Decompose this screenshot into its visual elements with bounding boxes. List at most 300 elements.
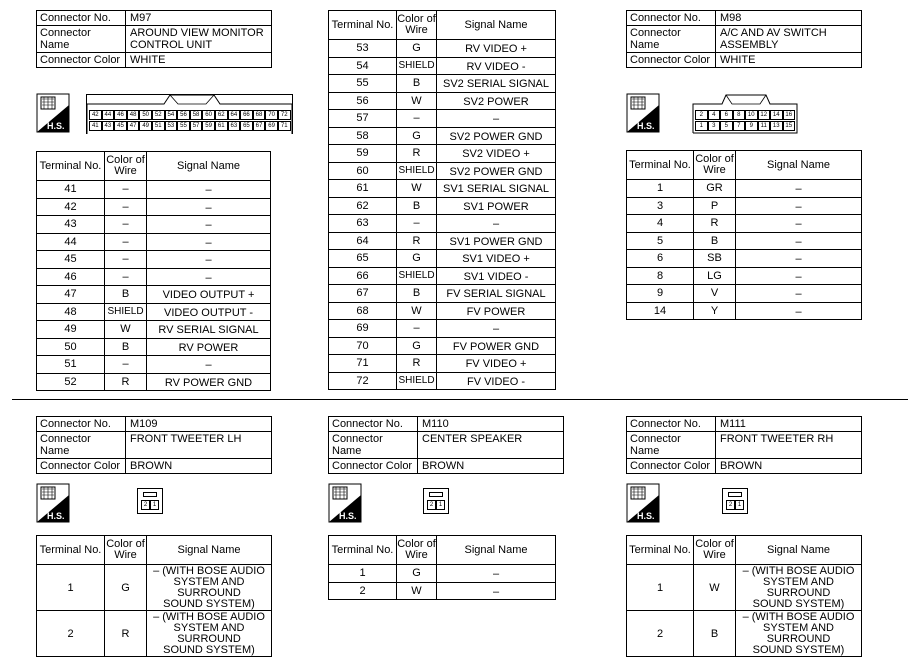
wire-color-cell: SB bbox=[694, 250, 736, 268]
wire-color-cell: – bbox=[105, 233, 147, 251]
signal-name-cell: – bbox=[437, 320, 556, 338]
signal-name-cell: FV VIDEO + bbox=[437, 355, 556, 373]
m109-terminal-table bbox=[36, 535, 272, 657]
connector-pin: 44 bbox=[102, 110, 115, 120]
svg-text:H.S.: H.S. bbox=[339, 511, 357, 521]
signal-name-cell: SV2 SERIAL SIGNAL bbox=[437, 75, 556, 93]
signal-name-cell: – bbox=[147, 268, 271, 286]
color-of-wire-header: Color of Wire bbox=[105, 536, 147, 565]
connector-pin: 43 bbox=[102, 121, 115, 131]
table-row bbox=[329, 215, 556, 233]
table-row bbox=[329, 180, 556, 198]
terminal-no-cell: 69 bbox=[329, 320, 397, 338]
connector-no-value: M97 bbox=[126, 11, 272, 26]
terminal-no-cell: 45 bbox=[37, 251, 105, 269]
connector-pin: 4 bbox=[708, 110, 721, 120]
signal-name-cell: – bbox=[736, 285, 862, 303]
connector-pin: 61 bbox=[215, 121, 228, 131]
connector-pin: 62 bbox=[215, 110, 228, 120]
table-row bbox=[329, 57, 556, 75]
table-row bbox=[329, 285, 556, 303]
connector-pin: 63 bbox=[228, 121, 241, 131]
table-row bbox=[37, 565, 272, 611]
connector-color-label: Connector Color bbox=[627, 459, 716, 474]
connector-pin: 45 bbox=[114, 121, 127, 131]
terminal-no-cell: 52 bbox=[37, 373, 105, 391]
connector-pin: 15 bbox=[783, 121, 796, 131]
m110-connector-diagram bbox=[423, 488, 449, 514]
connector-pin: 12 bbox=[758, 110, 771, 120]
table-row bbox=[627, 267, 862, 285]
connector-color-label: Connector Color bbox=[627, 53, 716, 68]
connector-pin: 60 bbox=[202, 110, 215, 120]
connector-pin: 54 bbox=[165, 110, 178, 120]
connector-pin: 46 bbox=[114, 110, 127, 120]
connector-color-value: BROWN bbox=[716, 459, 862, 474]
terminal-no-cell: 42 bbox=[37, 198, 105, 216]
connector-name-value: FRONT TWEETER LH bbox=[126, 432, 272, 459]
terminal-no-cell: 49 bbox=[37, 321, 105, 339]
connector-pin: 3 bbox=[708, 121, 721, 131]
terminal-no-cell: 9 bbox=[627, 285, 694, 303]
table-row bbox=[329, 355, 556, 373]
table-row bbox=[627, 250, 862, 268]
terminal-no-header: Terminal No. bbox=[37, 536, 105, 565]
svg-text:H.S.: H.S. bbox=[637, 121, 655, 131]
wire-color-cell: G bbox=[397, 250, 437, 268]
connector-pin: 67 bbox=[253, 121, 266, 131]
terminal-no-cell: 2 bbox=[627, 611, 694, 657]
table-row bbox=[627, 197, 862, 215]
wire-color-cell: – bbox=[397, 320, 437, 338]
signal-name-cell: – bbox=[437, 565, 556, 583]
connector-pin: 16 bbox=[783, 110, 796, 120]
connector-name-label: Connector Name bbox=[37, 432, 126, 459]
wire-color-cell: W bbox=[397, 582, 437, 600]
signal-name-cell: FV VIDEO - bbox=[437, 372, 556, 390]
wire-color-cell: – bbox=[397, 215, 437, 233]
connector-name-value: AROUND VIEW MONITOR CONTROL UNIT bbox=[126, 26, 272, 53]
terminal-no-cell: 55 bbox=[329, 75, 397, 93]
m98-pin-grid bbox=[695, 110, 797, 131]
hs-harness-side-icon bbox=[328, 483, 362, 523]
wire-color-cell: LG bbox=[694, 267, 736, 285]
connector-pin: 2 bbox=[427, 500, 436, 510]
m98-info-table bbox=[626, 10, 862, 68]
terminal-no-cell: 63 bbox=[329, 215, 397, 233]
signal-name-cell: – bbox=[736, 180, 862, 198]
table-row bbox=[37, 303, 271, 321]
terminal-no-cell: 72 bbox=[329, 372, 397, 390]
wire-color-cell: P bbox=[694, 197, 736, 215]
connector-pin: 7 bbox=[733, 121, 746, 131]
connector-pin: 53 bbox=[165, 121, 178, 131]
wire-color-cell: SHIELD bbox=[397, 372, 437, 390]
signal-name-cell: – bbox=[437, 582, 556, 600]
connector-name-value: CENTER SPEAKER bbox=[418, 432, 564, 459]
signal-name-cell: RV POWER bbox=[147, 338, 271, 356]
connector-color-value: WHITE bbox=[126, 53, 272, 68]
color-of-wire-header: Color of Wire bbox=[105, 152, 147, 181]
connector-pin: 8 bbox=[733, 110, 746, 120]
signal-name-cell: – bbox=[736, 250, 862, 268]
wire-color-cell: B bbox=[694, 611, 736, 657]
m109-connector-diagram bbox=[137, 488, 163, 514]
table-row bbox=[329, 565, 556, 583]
signal-name-cell: RV SERIAL SIGNAL bbox=[147, 321, 271, 339]
terminal-no-cell: 3 bbox=[627, 197, 694, 215]
connector-pin: 9 bbox=[745, 121, 758, 131]
table-row bbox=[329, 127, 556, 145]
signal-name-cell: – (WITH BOSE AUDIO SYSTEM AND SURROUND SOUND SYSTEM) bbox=[736, 565, 862, 611]
wire-color-cell: B bbox=[397, 75, 437, 93]
connector-name-label: Connector Name bbox=[627, 432, 716, 459]
terminal-no-cell: 66 bbox=[329, 267, 397, 285]
table-row bbox=[329, 232, 556, 250]
connector-pin: 55 bbox=[177, 121, 190, 131]
wire-color-cell: – bbox=[397, 110, 437, 128]
signal-name-cell: SV2 VIDEO + bbox=[437, 145, 556, 163]
terminal-no-cell: 61 bbox=[329, 180, 397, 198]
wire-color-cell: B bbox=[397, 285, 437, 303]
terminal-no-cell: 1 bbox=[37, 565, 105, 611]
terminal-no-cell: 5 bbox=[627, 232, 694, 250]
connector-color-value: WHITE bbox=[716, 53, 862, 68]
wire-color-cell: R bbox=[397, 232, 437, 250]
terminal-no-header: Terminal No. bbox=[329, 11, 397, 40]
terminal-no-cell: 1 bbox=[329, 565, 397, 583]
connector-color-value: BROWN bbox=[418, 459, 564, 474]
signal-name-cell: – bbox=[147, 181, 271, 199]
table-row bbox=[37, 356, 271, 374]
connector-pin: 1 bbox=[150, 500, 159, 510]
connector-pin: 6 bbox=[720, 110, 733, 120]
wire-color-cell: – bbox=[105, 181, 147, 199]
connector-pin: 5 bbox=[720, 121, 733, 131]
terminal-no-header: Terminal No. bbox=[37, 152, 105, 181]
table-row bbox=[627, 232, 862, 250]
table-row bbox=[37, 373, 271, 391]
hs-harness-side-icon bbox=[36, 93, 70, 133]
signal-name-cell: SV2 POWER bbox=[437, 92, 556, 110]
terminal-no-cell: 50 bbox=[37, 338, 105, 356]
connector-no-value: M110 bbox=[418, 417, 564, 432]
table-row bbox=[627, 215, 862, 233]
connector-pin: 65 bbox=[240, 121, 253, 131]
connector-name-value: A/C AND AV SWITCH ASSEMBLY bbox=[716, 26, 862, 53]
wire-color-cell: Y bbox=[694, 302, 736, 320]
connector-no-value: M111 bbox=[716, 417, 862, 432]
signal-name-cell: – bbox=[736, 267, 862, 285]
terminal-no-cell: 62 bbox=[329, 197, 397, 215]
terminal-no-cell: 57 bbox=[329, 110, 397, 128]
wire-color-cell: W bbox=[397, 302, 437, 320]
connector-name-label: Connector Name bbox=[329, 432, 418, 459]
terminal-no-cell: 43 bbox=[37, 216, 105, 234]
connector-pin: 51 bbox=[152, 121, 165, 131]
color-of-wire-header: Color of Wire bbox=[397, 536, 437, 565]
terminal-no-cell: 71 bbox=[329, 355, 397, 373]
connector-pin: 14 bbox=[770, 110, 783, 120]
signal-name-cell: SV1 POWER GND bbox=[437, 232, 556, 250]
connector-pin: 68 bbox=[253, 110, 266, 120]
connector-pin: 72 bbox=[278, 110, 291, 120]
wire-color-cell: G bbox=[105, 565, 147, 611]
section-divider bbox=[12, 399, 908, 400]
terminal-no-cell: 54 bbox=[329, 57, 397, 75]
connector-color-label: Connector Color bbox=[329, 459, 418, 474]
signal-name-cell: FV SERIAL SIGNAL bbox=[437, 285, 556, 303]
table-row bbox=[37, 233, 271, 251]
m98-terminal-table bbox=[626, 150, 862, 320]
connector-pin: 58 bbox=[190, 110, 203, 120]
terminal-no-cell: 2 bbox=[37, 611, 105, 657]
connector-pin: 41 bbox=[89, 121, 102, 131]
signal-name-header: Signal Name bbox=[736, 536, 862, 565]
wire-color-cell: SHIELD bbox=[397, 57, 437, 75]
terminal-no-cell: 60 bbox=[329, 162, 397, 180]
signal-name-cell: SV1 VIDEO + bbox=[437, 250, 556, 268]
wire-color-cell: GR bbox=[694, 180, 736, 198]
signal-name-cell: SV1 POWER bbox=[437, 197, 556, 215]
wire-color-cell: G bbox=[397, 337, 437, 355]
m111-terminal-table bbox=[626, 535, 862, 657]
hs-harness-side-icon bbox=[626, 93, 660, 133]
table-row bbox=[329, 162, 556, 180]
signal-name-cell: – bbox=[736, 232, 862, 250]
wire-color-cell: – bbox=[105, 198, 147, 216]
table-row bbox=[329, 267, 556, 285]
connector-pin: 56 bbox=[177, 110, 190, 120]
table-row bbox=[627, 302, 862, 320]
signal-name-cell: FV POWER GND bbox=[437, 337, 556, 355]
signal-name-cell: – bbox=[147, 356, 271, 374]
terminal-no-cell: 14 bbox=[627, 302, 694, 320]
table-row bbox=[37, 268, 271, 286]
terminal-no-cell: 6 bbox=[627, 250, 694, 268]
signal-name-cell: – bbox=[437, 110, 556, 128]
wire-color-cell: W bbox=[397, 180, 437, 198]
connector-pin: 47 bbox=[127, 121, 140, 131]
signal-name-cell: RV VIDEO + bbox=[437, 40, 556, 58]
table-row bbox=[329, 40, 556, 58]
m110-terminal-table bbox=[328, 535, 556, 600]
wire-color-cell: W bbox=[397, 92, 437, 110]
connector-no-value: M98 bbox=[716, 11, 862, 26]
wire-color-cell: R bbox=[105, 373, 147, 391]
table-row bbox=[627, 565, 862, 611]
terminal-no-cell: 8 bbox=[627, 267, 694, 285]
terminal-no-cell: 58 bbox=[329, 127, 397, 145]
wire-color-cell: B bbox=[397, 197, 437, 215]
table-row bbox=[37, 611, 272, 657]
signal-name-header: Signal Name bbox=[736, 151, 862, 180]
signal-name-cell: VIDEO OUTPUT + bbox=[147, 286, 271, 304]
connector-pin: 50 bbox=[139, 110, 152, 120]
terminal-no-cell: 47 bbox=[37, 286, 105, 304]
terminal-no-cell: 56 bbox=[329, 92, 397, 110]
m97-terminal-table bbox=[36, 151, 271, 391]
connector-pin: 52 bbox=[152, 110, 165, 120]
signal-name-cell: – (WITH BOSE AUDIO SYSTEM AND SURROUND SOUND SYSTEM) bbox=[736, 611, 862, 657]
connector-pin: 71 bbox=[278, 121, 291, 131]
wire-color-cell: W bbox=[105, 321, 147, 339]
wire-color-cell: W bbox=[694, 565, 736, 611]
signal-name-cell: – bbox=[147, 198, 271, 216]
signal-name-cell: – bbox=[147, 216, 271, 234]
terminal-no-cell: 53 bbox=[329, 40, 397, 58]
wire-color-cell: SHIELD bbox=[397, 162, 437, 180]
wire-color-cell: R bbox=[397, 145, 437, 163]
color-of-wire-header: Color of Wire bbox=[397, 11, 437, 40]
wire-color-cell: V bbox=[694, 285, 736, 303]
signal-name-cell: RV VIDEO - bbox=[437, 57, 556, 75]
terminal-no-cell: 48 bbox=[37, 303, 105, 321]
m110-info-table bbox=[328, 416, 564, 474]
wire-color-cell: SHIELD bbox=[397, 267, 437, 285]
signal-name-cell: – bbox=[147, 251, 271, 269]
table-row bbox=[37, 181, 271, 199]
wire-color-cell: R bbox=[694, 215, 736, 233]
signal-name-cell: – (WITH BOSE AUDIO SYSTEM AND SURROUND SOUND SYSTEM) bbox=[147, 611, 272, 657]
wire-color-cell: SHIELD bbox=[105, 303, 147, 321]
signal-name-cell: – bbox=[736, 215, 862, 233]
signal-name-cell: FV POWER bbox=[437, 302, 556, 320]
terminal-no-cell: 44 bbox=[37, 233, 105, 251]
connector-no-label: Connector No. bbox=[37, 417, 126, 432]
signal-name-header: Signal Name bbox=[437, 11, 556, 40]
signal-name-cell: – (WITH BOSE AUDIO SYSTEM AND SURROUND SOUND SYSTEM) bbox=[147, 565, 272, 611]
connector-name-value: FRONT TWEETER RH bbox=[716, 432, 862, 459]
connector-no-label: Connector No. bbox=[627, 417, 716, 432]
wire-color-cell: B bbox=[694, 232, 736, 250]
terminal-no-cell: 4 bbox=[627, 215, 694, 233]
table-row bbox=[329, 110, 556, 128]
m111-info-table bbox=[626, 416, 862, 474]
connector-color-label: Connector Color bbox=[37, 459, 126, 474]
connector-pin: 57 bbox=[190, 121, 203, 131]
signal-name-cell: – bbox=[147, 233, 271, 251]
connector-pin: 48 bbox=[127, 110, 140, 120]
terminal-no-header: Terminal No. bbox=[627, 536, 694, 565]
connector-no-label: Connector No. bbox=[37, 11, 126, 26]
svg-text:H.S.: H.S. bbox=[47, 121, 65, 131]
table-row bbox=[329, 320, 556, 338]
signal-name-cell: – bbox=[736, 302, 862, 320]
signal-name-cell: VIDEO OUTPUT - bbox=[147, 303, 271, 321]
table-row bbox=[627, 180, 862, 198]
signal-name-cell: SV1 SERIAL SIGNAL bbox=[437, 180, 556, 198]
wire-color-cell: – bbox=[105, 356, 147, 374]
terminal-no-cell: 59 bbox=[329, 145, 397, 163]
terminal-no-header: Terminal No. bbox=[627, 151, 694, 180]
m97-terminal-table-continued bbox=[328, 10, 556, 390]
connector-pin: 64 bbox=[228, 110, 241, 120]
signal-name-cell: – bbox=[736, 197, 862, 215]
wire-color-cell: G bbox=[397, 40, 437, 58]
connector-pin: 2 bbox=[695, 110, 708, 120]
svg-text:H.S.: H.S. bbox=[637, 511, 655, 521]
svg-text:H.S.: H.S. bbox=[47, 511, 65, 521]
connector-name-label: Connector Name bbox=[37, 26, 126, 53]
connector-color-label: Connector Color bbox=[37, 53, 126, 68]
wire-color-cell: R bbox=[397, 355, 437, 373]
hs-harness-side-icon bbox=[626, 483, 660, 523]
terminal-no-cell: 64 bbox=[329, 232, 397, 250]
table-row bbox=[329, 372, 556, 390]
connector-pin: 11 bbox=[758, 121, 771, 131]
signal-name-cell: RV POWER GND bbox=[147, 373, 271, 391]
table-row bbox=[627, 285, 862, 303]
table-row bbox=[329, 250, 556, 268]
table-row bbox=[37, 198, 271, 216]
table-row bbox=[37, 321, 271, 339]
terminal-no-cell: 2 bbox=[329, 582, 397, 600]
wire-color-cell: B bbox=[105, 338, 147, 356]
connector-no-value: M109 bbox=[126, 417, 272, 432]
connector-pin: 49 bbox=[139, 121, 152, 131]
table-row bbox=[37, 338, 271, 356]
table-row bbox=[627, 611, 862, 657]
wire-color-cell: – bbox=[105, 251, 147, 269]
connector-pin: 2 bbox=[726, 500, 735, 510]
connector-pin: 10 bbox=[745, 110, 758, 120]
connector-pin: 66 bbox=[240, 110, 253, 120]
hs-harness-side-icon bbox=[36, 483, 70, 523]
table-row bbox=[329, 337, 556, 355]
wire-color-cell: B bbox=[105, 286, 147, 304]
wire-color-cell: G bbox=[397, 127, 437, 145]
terminal-no-cell: 68 bbox=[329, 302, 397, 320]
signal-name-cell: SV1 VIDEO - bbox=[437, 267, 556, 285]
color-of-wire-header: Color of Wire bbox=[694, 536, 736, 565]
connector-color-value: BROWN bbox=[126, 459, 272, 474]
signal-name-cell: – bbox=[437, 215, 556, 233]
wire-color-cell: R bbox=[105, 611, 147, 657]
table-row bbox=[329, 302, 556, 320]
table-row bbox=[329, 92, 556, 110]
table-row bbox=[329, 145, 556, 163]
connector-pin: 1 bbox=[695, 121, 708, 131]
table-row bbox=[37, 251, 271, 269]
terminal-no-cell: 41 bbox=[37, 181, 105, 199]
color-of-wire-header: Color of Wire bbox=[694, 151, 736, 180]
signal-name-header: Signal Name bbox=[147, 536, 272, 565]
terminal-no-cell: 46 bbox=[37, 268, 105, 286]
terminal-no-cell: 51 bbox=[37, 356, 105, 374]
table-row bbox=[329, 582, 556, 600]
connector-pin: 2 bbox=[141, 500, 150, 510]
connector-pin: 1 bbox=[735, 500, 744, 510]
connector-pin: 42 bbox=[89, 110, 102, 120]
terminal-no-header: Terminal No. bbox=[329, 536, 397, 565]
table-row bbox=[329, 197, 556, 215]
signal-name-header: Signal Name bbox=[437, 536, 556, 565]
table-row bbox=[37, 286, 271, 304]
m97-pin-grid bbox=[89, 110, 292, 131]
signal-name-cell: SV2 POWER GND bbox=[437, 162, 556, 180]
connector-pin: 1 bbox=[436, 500, 445, 510]
connector-pin: 69 bbox=[265, 121, 278, 131]
m97-info-table bbox=[36, 10, 272, 68]
table-row bbox=[329, 75, 556, 93]
connector-name-label: Connector Name bbox=[627, 26, 716, 53]
table-row bbox=[37, 216, 271, 234]
m111-connector-diagram bbox=[722, 488, 748, 514]
signal-name-cell: SV2 POWER GND bbox=[437, 127, 556, 145]
terminal-no-cell: 67 bbox=[329, 285, 397, 303]
terminal-no-cell: 70 bbox=[329, 337, 397, 355]
